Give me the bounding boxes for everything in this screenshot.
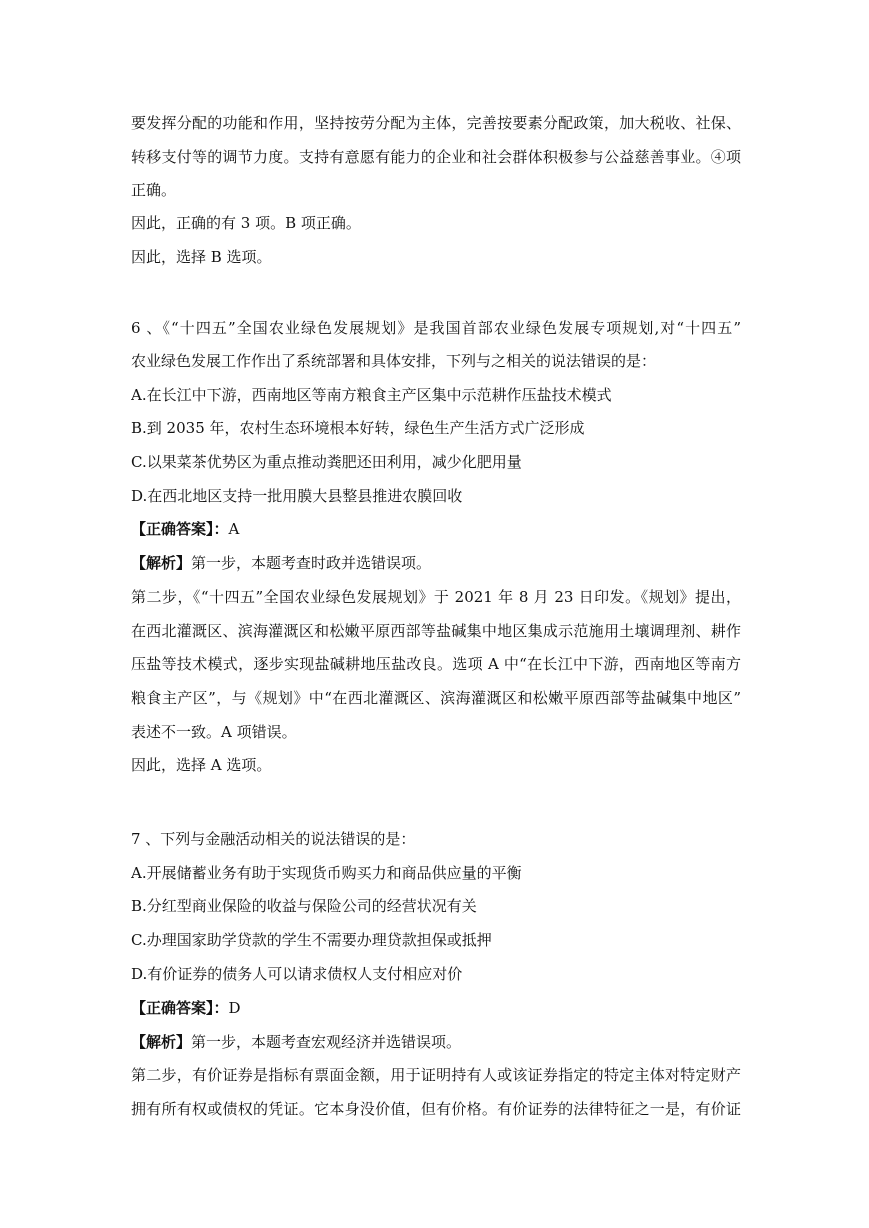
q6-analysis-first: 第一步，本题考查时政并选错误项。 <box>191 554 432 572</box>
q6-analysis-line-6: 因此，选择 A 选项。 <box>131 756 272 774</box>
intro-line-2: 转移支付等的调节力度。支持有意愿有能力的企业和社会群体积极参与公益慈善事业。④项 <box>131 148 741 166</box>
q6-analysis-label: 【解析】 <box>131 554 192 572</box>
intro-line-5: 因此，选择 B 选项。 <box>131 248 272 266</box>
q6-question-line-1: 6 、《“十四五”全国农业绿色发展规划》是我国首部农业绿色发展专项规划,对“十四五” <box>131 319 741 337</box>
intro-line-4: 因此，正确的有 3 项。B 项正确。 <box>131 214 361 232</box>
q6-analysis-line-5: 表述不一致。A 项错误。 <box>131 723 297 741</box>
q7-answer <box>131 998 741 1018</box>
q6-option-a: A.在长江中下游，西南地区等南方粮食主产区集中示范耕作压盐技术模式 <box>131 386 612 404</box>
q7-option-c: C.办理国家助学贷款的学生不需要办理贷款担保或抵押 <box>131 931 492 949</box>
q6-answer-label: 【正确答案】： <box>131 520 229 538</box>
q7-analysis-line-2: 拥有所有权或债权的凭证。它本身没价值，但有价格。有价证券的法律特征之一是，有价证 <box>131 1100 741 1118</box>
q6-answer-value: A <box>228 520 240 538</box>
q7-analysis-first: 第一步，本题考查宏观经济并选错误项。 <box>191 1033 462 1051</box>
q7-option-a: A.开展储蓄业务有助于实现货币购买力和商品供应量的平衡 <box>131 864 522 882</box>
q6-analysis-line-1: 第二步，《“十四五”全国农业绿色发展规划》于 2021 年 8 月 23 日印发。《规划》提出， <box>131 588 741 606</box>
q7-question-line-1: 7 、下列与金融活动相关的说法错误的是： <box>131 830 416 848</box>
q7-analysis-line-1: 第二步，有价证券是指标有票面金额，用于证明持有人或该证券指定的特定主体对特定财产 <box>131 1066 741 1084</box>
q7-option-b: B.分红型商业保险的收益与保险公司的经营状况有关 <box>131 897 477 915</box>
q7-analysis-label: 【解析】 <box>131 1033 192 1051</box>
q7-answer-label: 【正确答案】： <box>131 999 229 1017</box>
intro-line-1: 要发挥分配的功能和作用，坚持按劳分配为主体，完善按要素分配政策，加大税收、社保、 <box>131 114 741 132</box>
q7-option-d: D.有价证券的债务人可以请求债权人支付相应对价 <box>131 965 463 983</box>
q7-answer-value: D <box>228 999 241 1017</box>
q6-analysis-line-4: 粮食主产区”，与《规划》中“在西北灌溉区、滨海灌溉区和松嫩平原西部等盐碱集中地区” <box>131 689 741 707</box>
q6-option-d: D.在西北地区支持一批用膜大县整县推进农膜回收 <box>131 487 463 505</box>
q7-analysis-step-1 <box>131 1032 741 1052</box>
q6-analysis-line-3: 压盐等技术模式，逐步实现盐碱耕地压盐改良。选项 A 中“在长江中下游，西南地区等南方 <box>131 655 741 673</box>
intro-line-3: 正确。 <box>131 181 177 199</box>
q6-analysis-step-1 <box>131 553 741 573</box>
q6-question-line-2: 农业绿色发展工作作出了系统部署和具体安排，下列与之相关的说法错误的是： <box>131 352 657 370</box>
q6-analysis-line-2: 在西北灌溉区、滨海灌溉区和松嫩平原西部等盐碱集中地区集成示范施用土壤调理剂、耕作 <box>131 622 741 640</box>
q6-option-c: C.以果菜茶优势区为重点推动粪肥还田利用，减少化肥用量 <box>131 453 522 471</box>
q6-answer <box>131 519 741 539</box>
q6-option-b: B.到 2035 年，农村生态环境根本好转，绿色生产生活方式广泛形成 <box>131 419 585 437</box>
